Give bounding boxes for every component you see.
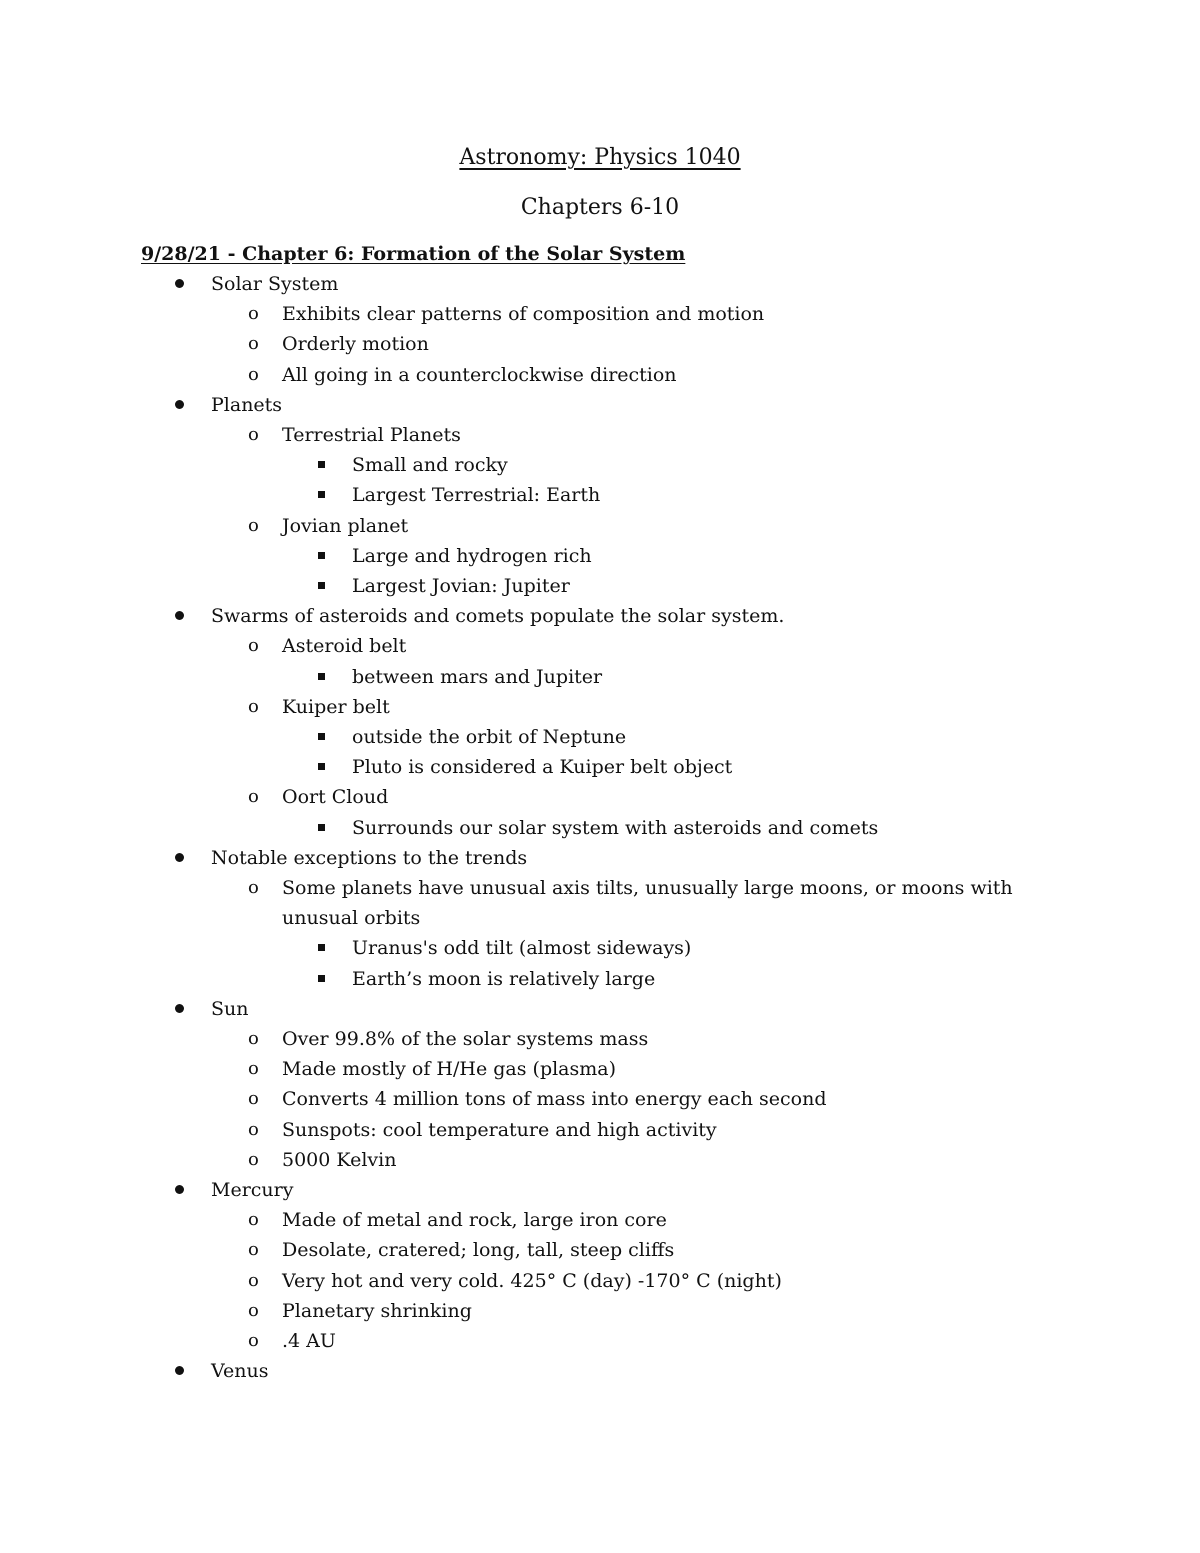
bullet-square-icon xyxy=(318,763,325,770)
bullet-circle-icon: o xyxy=(248,1028,259,1049)
list-item-text: Planetary shrinking xyxy=(282,1300,472,1322)
list-item xyxy=(0,270,1200,298)
list-item-text: Earth’s moon is relatively large xyxy=(352,968,656,990)
list-item xyxy=(0,663,1200,691)
bullet-circle-icon: o xyxy=(248,333,259,354)
list-item xyxy=(0,844,1200,872)
list-item-text: Made of metal and rock, large iron core xyxy=(282,1209,667,1231)
list-item-text: between mars and Jupiter xyxy=(352,666,603,688)
list-item xyxy=(0,814,1200,842)
list-item xyxy=(0,1357,1200,1385)
list-item xyxy=(0,1327,1200,1355)
bullet-circle-icon: o xyxy=(248,364,259,385)
list-item xyxy=(0,723,1200,751)
list-item-text: Exhibits clear patterns of composition and motion xyxy=(282,303,765,325)
list-item xyxy=(0,361,1200,389)
list-item xyxy=(0,904,1200,932)
bullet-dot-icon xyxy=(175,279,184,288)
list-item xyxy=(0,1236,1200,1264)
list-item-text: unusual orbits xyxy=(282,907,421,929)
list-item-text: Sunspots: cool temperature and high activity xyxy=(282,1119,717,1141)
bullet-square-icon xyxy=(318,582,325,589)
list-item xyxy=(0,783,1200,811)
bullet-square-icon xyxy=(318,944,325,951)
list-item-text: Notable exceptions to the trends xyxy=(211,847,528,869)
list-item-text: Largest Jovian: Jupiter xyxy=(352,575,570,597)
list-item-text: Uranus's odd tilt (almost sideways) xyxy=(352,937,692,959)
list-item-text: Venus xyxy=(211,1360,269,1382)
list-item xyxy=(0,300,1200,328)
list-item-text: Small and rocky xyxy=(352,454,508,476)
list-item-text: Desolate, cratered; long, tall, steep cliffs xyxy=(282,1239,675,1261)
list-item xyxy=(0,1055,1200,1083)
list-item-text: Large and hydrogen rich xyxy=(352,545,592,567)
document-title: Astronomy: Physics 1040 xyxy=(459,145,741,170)
list-item xyxy=(0,1297,1200,1325)
list-item xyxy=(0,753,1200,781)
list-item xyxy=(0,1116,1200,1144)
list-item-text: Planets xyxy=(211,394,283,416)
bullet-dot-icon xyxy=(175,400,184,409)
list-item xyxy=(0,602,1200,630)
list-item-text: Jovian planet xyxy=(282,515,409,537)
list-item xyxy=(0,1025,1200,1053)
bullet-circle-icon: o xyxy=(248,877,259,898)
list-item-text: Asteroid belt xyxy=(282,635,407,657)
list-item-text: Pluto is considered a Kuiper belt object xyxy=(352,756,733,778)
bullet-dot-icon xyxy=(175,1185,184,1194)
list-item xyxy=(0,995,1200,1023)
bullet-circle-icon: o xyxy=(248,786,259,807)
list-item xyxy=(0,481,1200,509)
bullet-square-icon xyxy=(318,461,325,468)
list-item xyxy=(0,965,1200,993)
bullet-circle-icon: o xyxy=(248,1239,259,1260)
list-item xyxy=(0,421,1200,449)
list-item-text: 5000 Kelvin xyxy=(282,1149,397,1171)
bullet-circle-icon: o xyxy=(248,1149,259,1170)
bullet-square-icon xyxy=(318,733,325,740)
list-item xyxy=(0,632,1200,660)
list-item xyxy=(0,330,1200,358)
bullet-circle-icon: o xyxy=(248,1330,259,1351)
bullet-square-icon xyxy=(318,491,325,498)
bullet-square-icon xyxy=(318,975,325,982)
list-item-text: All going in a counterclockwise direction xyxy=(282,364,677,386)
list-item-text: Solar System xyxy=(211,273,339,295)
list-item xyxy=(0,693,1200,721)
list-item xyxy=(0,1267,1200,1295)
list-item xyxy=(0,874,1200,902)
list-item xyxy=(0,1146,1200,1174)
bullet-dot-icon xyxy=(175,1366,184,1375)
section-heading: 9/28/21 - Chapter 6: Formation of the Solar System xyxy=(141,243,686,265)
bullet-dot-icon xyxy=(175,611,184,620)
list-item xyxy=(0,1085,1200,1113)
list-item-text: Very hot and very cold. 425° C (day) -170° C (night) xyxy=(282,1270,782,1292)
bullet-square-icon xyxy=(318,673,325,680)
list-item-text: Oort Cloud xyxy=(282,786,389,808)
bullet-circle-icon: o xyxy=(248,1209,259,1230)
list-item-text: Mercury xyxy=(211,1179,294,1201)
bullet-dot-icon xyxy=(175,1004,184,1013)
list-item xyxy=(0,572,1200,600)
list-item-text: Sun xyxy=(211,998,249,1020)
bullet-circle-icon: o xyxy=(248,424,259,445)
list-item xyxy=(0,934,1200,962)
bullet-circle-icon: o xyxy=(248,635,259,656)
list-item-text: Largest Terrestrial: Earth xyxy=(352,484,601,506)
bullet-circle-icon: o xyxy=(248,696,259,717)
list-item xyxy=(0,512,1200,540)
list-item xyxy=(0,451,1200,479)
bullet-circle-icon: o xyxy=(248,1058,259,1079)
bullet-circle-icon: o xyxy=(248,1088,259,1109)
list-item-text: Over 99.8% of the solar systems mass xyxy=(282,1028,649,1050)
bullet-square-icon xyxy=(318,552,325,559)
list-item-text: Surrounds our solar system with asteroids and comets xyxy=(352,817,879,839)
list-item-text: Kuiper belt xyxy=(282,696,390,718)
bullet-square-icon xyxy=(318,824,325,831)
document-subtitle: Chapters 6-10 xyxy=(520,195,680,220)
bullet-circle-icon: o xyxy=(248,1270,259,1291)
list-item-text: Terrestrial Planets xyxy=(282,424,461,446)
list-item xyxy=(0,1206,1200,1234)
list-item xyxy=(0,1176,1200,1204)
list-item-text: Some planets have unusual axis tilts, unusually large moons, or moons with xyxy=(282,877,1013,899)
bullet-circle-icon: o xyxy=(248,1119,259,1140)
bullet-circle-icon: o xyxy=(248,303,259,324)
list-item-text: Converts 4 million tons of mass into energy each second xyxy=(282,1088,827,1110)
list-item-text: outside the orbit of Neptune xyxy=(352,726,627,748)
list-item xyxy=(0,391,1200,419)
list-item-text: .4 AU xyxy=(282,1330,336,1352)
list-item-text: Swarms of asteroids and comets populate the solar system. xyxy=(211,605,785,627)
list-item-text: Made mostly of H/He gas (plasma) xyxy=(282,1058,617,1080)
bullet-circle-icon: o xyxy=(248,1300,259,1321)
bullet-dot-icon xyxy=(175,853,184,862)
list-item-text: Orderly motion xyxy=(282,333,429,355)
list-item xyxy=(0,542,1200,570)
bullet-circle-icon: o xyxy=(248,515,259,536)
